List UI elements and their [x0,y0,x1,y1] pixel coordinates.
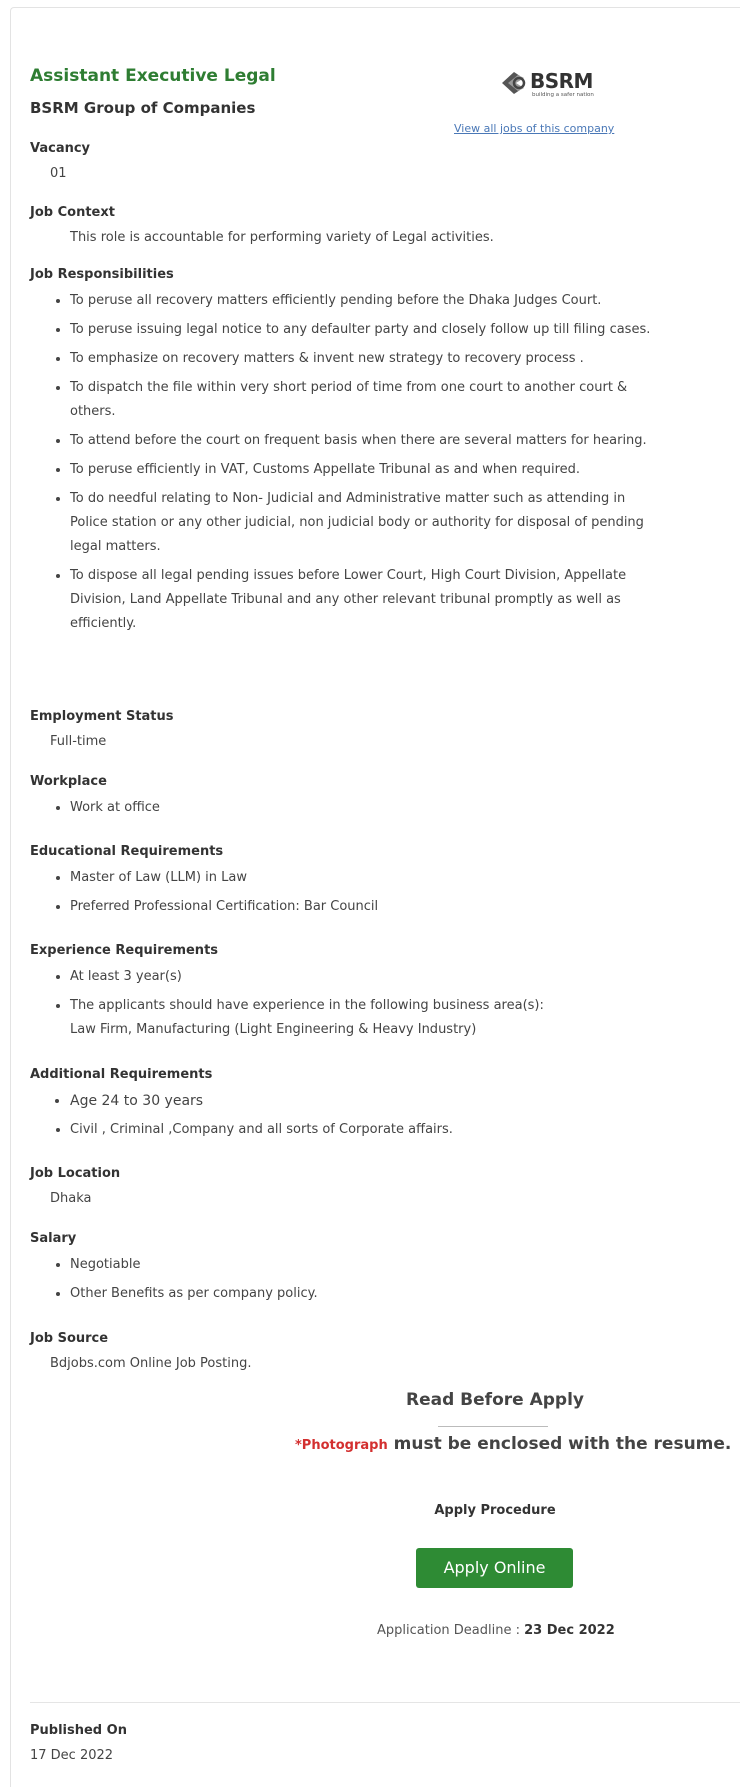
job-source-label: Job Source [30,1331,109,1346]
divider [30,1702,740,1703]
view-all-jobs-link[interactable]: View all jobs of this company [454,122,615,135]
list-item: • To attend before the court on frequent basis when there are several matters for hearing. [70,429,660,453]
list-item: • Age 24 to 30 years [70,1089,660,1113]
workplace-label: Workplace [30,774,107,789]
additional-label: Additional Requirements [30,1067,213,1082]
photograph-notice-text: must be enclosed with the resume. [387,1434,732,1454]
list-item: • Preferred Professional Certification: Bar Council [70,895,660,919]
job-context-label: Job Context [30,205,115,220]
job-context-value: This role is accountable for performing variety of Legal activities. [70,230,494,245]
list-item: • To peruse issuing legal notice to any defaulter party and closely follow up till filing cases. [70,318,660,342]
logo-tagline: building a safer nation [532,92,594,98]
list-item: • To peruse all recovery matters efficiently pending before the Dhaka Judges Court. [70,289,660,313]
responsibilities-list [30,289,660,641]
application-deadline [377,1623,615,1638]
deadline-value: 23 Dec 2022 [524,1623,615,1638]
apply-procedure-heading: Apply Procedure [434,1503,556,1518]
vacancy-value: 01 [50,166,67,181]
business-area-intro: The applicants should have experience in the following business area(s): [70,998,544,1013]
published-on-value: 17 Dec 2022 [30,1748,114,1763]
workplace-list [30,796,660,825]
salary-list [30,1253,660,1311]
read-before-apply-heading: Read Before Apply [406,1390,584,1410]
education-list [30,866,660,924]
list-item: • Master of Law (LLM) in Law [70,866,660,890]
list-item: • Work at office [70,796,660,820]
experience-label: Experience Requirements [30,943,219,958]
company-logo [494,66,620,100]
logo-text: BSRM [530,69,593,93]
deadline-label: Application Deadline : [377,1623,525,1638]
job-title: Assistant Executive Legal [30,66,276,86]
salary-label: Salary [30,1231,77,1246]
apply-online-button[interactable]: Apply Online [416,1548,573,1588]
list-item: • Negotiable [70,1253,660,1277]
employment-status-value: Full-time [50,734,107,749]
list-item: • Other Benefits as per company policy. [70,1282,660,1306]
employment-status-label: Employment Status [30,709,174,724]
photograph-notice [295,1434,731,1454]
list-item: • To emphasize on recovery matters & invent new strategy to recovery process . [70,347,660,371]
list-item: • To dispatch the file within very short period of time from one court to another court & others. [70,376,660,424]
job-source-value: Bdjobs.com Online Job Posting. [50,1356,252,1371]
photograph-required-label: *Photograph [295,1438,388,1453]
job-location-value: Dhaka [50,1191,92,1206]
bsrm-logo-icon [502,72,524,94]
divider [438,1426,548,1427]
vacancy-label: Vacancy [30,141,91,156]
business-area-values: Law Firm, Manufacturing (Light Engineering & Heavy Industry) [70,1022,477,1037]
published-on-label: Published On [30,1723,127,1738]
company-name: BSRM Group of Companies [30,99,256,117]
education-label: Educational Requirements [30,844,224,859]
list-item [70,994,660,1042]
experience-list [30,965,660,1047]
list-item: • To do needful relating to Non- Judicial and Administrative matter such as attending in Police station or any other judicial, non judicial body or authority for disposal of pending legal matters. [70,487,660,559]
list-item: • Civil , Criminal ,Company and all sorts of Corporate affairs. [70,1118,660,1142]
job-location-label: Job Location [30,1166,121,1181]
responsibilities-label: Job Responsibilities [30,267,174,282]
additional-list [30,1089,660,1147]
list-item: • To dispose all legal pending issues before Lower Court, High Court Division, Appellate Division, Land Appellate Tribunal and any other relevant tribunal promptly as well as efficiently. [70,564,660,636]
list-item: • To peruse efficiently in VAT, Customs Appellate Tribunal as and when required. [70,458,660,482]
list-item: • At least 3 year(s) [70,965,660,989]
